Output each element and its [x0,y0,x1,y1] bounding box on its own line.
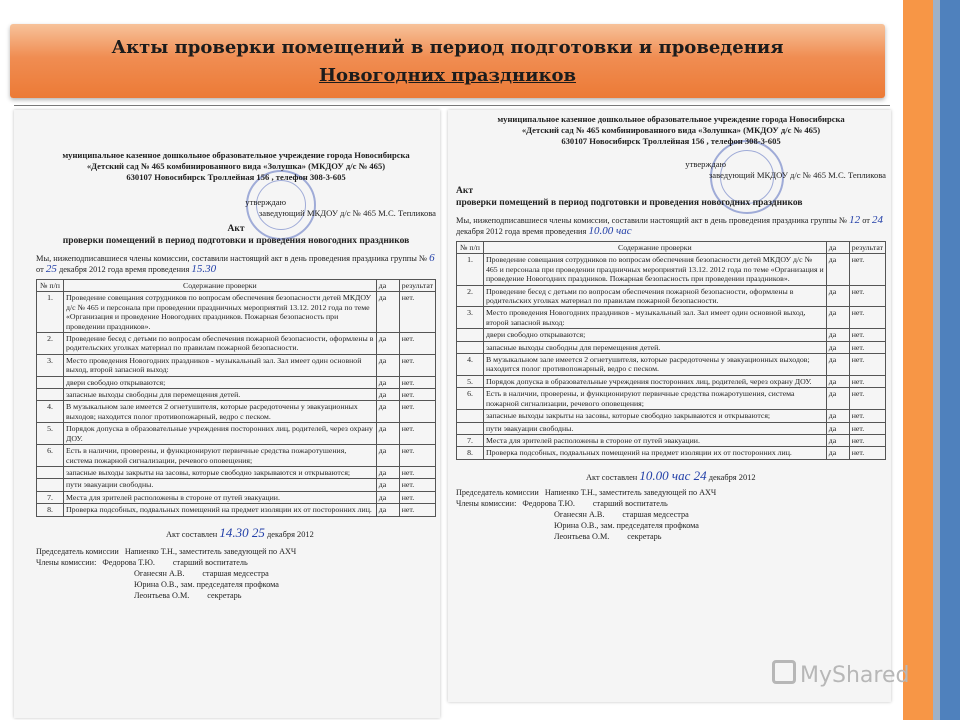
cell-yes: да [826,388,849,410]
table-row [457,307,886,329]
table-row [457,341,886,353]
table-row [37,491,436,503]
cell-n: 1. [37,292,64,333]
cell-text: запасные выходы свободны для перемещения детей. [64,389,377,401]
right-document-scan [448,110,891,702]
left-act-title: Акт проверки помещений в период подготовки и проведения новогодних праздников [62,224,410,246]
cell-n [457,410,484,422]
table-row [37,479,436,491]
commission-member: Федорова Т.Ю. старший воспитатель [522,498,668,508]
commission-member: Леонтьева О.М. секретарь [134,590,242,600]
cell-res: нет. [849,434,885,446]
cell-n: 2. [457,285,484,307]
cell-yes: да [826,341,849,353]
left-commission: Председатель комиссии Напиенко Т.Н., заместитель заведующей по АХЧ Члены комиссии: Федорова Т.Ю. старший воспитатель Оганесян А.В. старшая медсестра Юрина О.В., зам. председателя профкома Леонтьева О.М. секретарь [36,546,436,601]
right-intro: Мы, нижеподписавшиеся члены комиссии, составили настоящий акт в день проведения праздника группы № 12 от 24 декабря 2012 года время проведения 10.00 час [456,214,884,237]
cell-yes: да [826,434,849,446]
left-time: 15.30 [191,263,217,275]
left-org-header: муниципальное казенное дошкольное образовательное учреждение города Новосибирска «Детский сад № 465 комбинированного вида «Золушка» (МКДОУ д/с № 465) 630107 Новосибирск Троллейная 156 , телефон 308-3-605 [62,150,410,182]
cell-n: 7. [37,491,64,503]
cell-text: двери свободно открываются; [484,329,827,341]
cell-n: 2. [37,333,64,355]
cell-n: 5. [37,423,64,445]
right-approval: утверждаю заведующий МКДОУ д/с № 465 М.С. Тепликова [685,159,886,180]
cell-n: 4. [457,354,484,376]
table-header-row: № п/п Содержание проверки да результат [37,280,436,292]
right-date-day: 24 [872,214,884,226]
cell-text: В музыкальном зале имеется 2 огнетушителя, которые расредоточены у эвакуационных выходов; находится полог противопожарный, ведро с песком. [484,354,827,376]
cell-res: нет. [849,341,885,353]
cell-n [37,466,64,478]
slide-title-line2: Новогодних праздников [318,65,577,86]
cell-res: нет. [849,354,885,376]
cell-res: нет. [399,466,435,478]
table-row [37,445,436,467]
cell-n: 6. [37,445,64,467]
left-doc-body [36,150,436,601]
slide-title-line1: Акты проверки помещений в период подготовки и проведения [111,37,784,58]
cell-res: нет. [399,423,435,445]
cell-yes: да [826,254,849,285]
cell-n [457,422,484,434]
cell-yes: да [826,285,849,307]
cell-text: Проверка подсобных, подвальных помещений на предмет изоляции их от посторонних лиц. [484,447,827,459]
cell-res: нет. [399,479,435,491]
left-group-number: 6 [429,252,435,264]
cell-n [457,341,484,353]
commission-member: Леонтьева О.М. секретарь [554,531,662,541]
table-row [457,254,886,285]
cell-n: 7. [457,434,484,446]
table-row [457,434,886,446]
table-row [457,388,886,410]
cell-text: двери свободно открываются; [64,376,377,388]
commission-member: Оганесян А.В. старшая медсестра [134,568,269,578]
table-row [457,447,886,459]
cell-res: нет. [399,504,435,516]
table-row [37,376,436,388]
table-row [457,410,886,422]
cell-text: Проведение совещания сотрудников по вопросам обеспечения безопасности детей МКДОУ д/с № 465 и персонала при проведении праздничных мероприятий 13.12. 2012 года по теме «Организация и проведение Новогодних праздников. Пожарная безопасность при проведении праздников». [64,292,377,333]
cell-res: нет. [399,491,435,503]
cell-res: нет. [849,254,885,285]
table-row [37,466,436,478]
accent-stripe-gray [933,0,940,720]
commission-member: Юрина О.В., зам. председателя профкома [554,520,699,530]
cell-res: нет. [849,329,885,341]
cell-res: нет. [849,388,885,410]
cell-text: запасные выходы закрыты на засовы, которые свободно закрываются и открываются; [64,466,377,478]
table-row [37,504,436,516]
cell-text: Есть в наличии, проверены, и функционируют первичные средства пожаротушения, система пожарной сигнализации, речевого оповещения; [64,445,377,467]
cell-yes: да [826,354,849,376]
table-row [37,333,436,355]
cell-text: Проведение бесед с детьми по вопросам обеспечения пожарной безопасности, оформлены в родительских уголках материал по правилам пожарной безопасности. [484,285,827,307]
cell-yes: да [826,422,849,434]
cell-res: нет. [399,401,435,423]
table-row [457,329,886,341]
cell-n [457,329,484,341]
cell-yes: да [376,445,399,467]
commission-member: Федорова Т.Ю. старший воспитатель [102,557,248,567]
cell-yes: да [376,491,399,503]
left-approval: утверждаю заведующий МКДОУ д/с № 465 М.С. Тепликова [245,197,436,218]
cell-text: Места для зрителей расположены в стороне от путей эвакуации. [64,491,377,503]
cell-yes: да [376,292,399,333]
cell-text: запасные выходы закрыты на засовы, которые свободно закрываются и открываются; [484,410,827,422]
right-group-number: 12 [849,214,861,226]
cell-text: Проведение бесед с детьми по вопросам обеспечения пожарной безопасности, оформлены в родительских уголках материал по правилам пожарной безопасности. [64,333,377,355]
right-doc-body [456,114,886,542]
right-time: 10.00 час [588,225,632,237]
cell-yes: да [376,479,399,491]
cell-n: 3. [457,307,484,329]
right-compiled-line: Акт составлен 10.00 час 24 декабря 2012 [586,467,756,483]
cell-n: 4. [37,401,64,423]
right-checklist-table [456,241,886,460]
cell-text: пути эвакуации свободны. [64,479,377,491]
table-row [37,423,436,445]
table-row [457,354,886,376]
cell-yes: да [826,375,849,387]
slide-title [10,24,885,98]
left-intro: Мы, нижеподписавшиеся члены комиссии, составили настоящий акт в день проведения праздника группы № 6 от 25 декабря 2012 года время проведения 15.30 [36,252,435,275]
table-row [457,375,886,387]
cell-res: нет. [849,422,885,434]
cell-text: Порядок допуска в образовательные учреждения посторонних лиц, родителей, через охрану ДОУ. [484,375,827,387]
right-commission: Председатель комиссии Напиенко Т.Н., заместитель заведующей по АХЧ Члены комиссии: Федорова Т.Ю. старший воспитатель Оганесян А.В. старшая медсестра Юрина О.В., зам. председателя профкома Леонтьева О.М. секретарь [456,487,886,542]
cell-yes: да [376,354,399,376]
cell-text: Есть в наличии, проверены, и функционируют первичные средства пожаротушения, система пожарной сигнализации, речевого оповещения; [484,388,827,410]
cell-text: Порядок допуска в образовательные учреждения посторонних лиц, родителей, через охрану ДОУ. [64,423,377,445]
cell-res: нет. [849,307,885,329]
accent-stripe-blue [940,0,960,720]
cell-yes: да [376,389,399,401]
cell-text: пути эвакуации свободны. [484,422,827,434]
cell-res: нет. [849,447,885,459]
cell-res: нет. [399,333,435,355]
cell-n: 3. [37,354,64,376]
left-date-day: 25 [45,263,57,275]
left-checklist-table [36,279,436,517]
cell-res: нет. [399,376,435,388]
cell-yes: да [826,329,849,341]
cell-yes: да [376,376,399,388]
cell-n: 1. [457,254,484,285]
cell-yes: да [826,447,849,459]
table-row [457,422,886,434]
title-divider [14,105,890,106]
cell-n [37,376,64,388]
cell-text: Места для зрителей расположены в стороне от путей эвакуации. [484,434,827,446]
right-act-title: Акт проверки помещений в период подготовки и проведения новогодних праздников [456,186,803,208]
myshared-logo-icon [772,660,796,684]
cell-res: нет. [849,375,885,387]
cell-res: нет. [399,354,435,376]
cell-res: нет. [399,292,435,333]
cell-yes: да [376,466,399,478]
table-row [37,292,436,333]
cell-n: 6. [457,388,484,410]
cell-yes: да [826,410,849,422]
cell-n: 5. [457,375,484,387]
commission-member: Юрина О.В., зам. председателя профкома [134,579,279,589]
cell-n [37,479,64,491]
table-row [37,354,436,376]
cell-text: Место проведения Новогодних праздников - музыкальный зал. Зал имеет один основной выход, второй запасной выход: [64,354,377,376]
cell-text: Проведение совещания сотрудников по вопросам обеспечения безопасности детей МКДОУ д/с № 465 и персонала при проведении праздничных мероприятий 13.12. 2012 года по теме «Организация и проведение Новогодних праздников. Пожарная безопасность при проведении праздников». [484,254,827,285]
left-compiled-line: Акт составлен 14.30 25 декабря 2012 [166,524,314,540]
cell-yes: да [376,504,399,516]
left-document-scan [14,110,440,718]
cell-res: нет. [849,285,885,307]
cell-n: 8. [37,504,64,516]
cell-text: Место проведения Новогодних праздников - музыкальный зал. Зал имеет один основной выход, второй запасной выход: [484,307,827,329]
cell-res: нет. [849,410,885,422]
cell-n: 8. [457,447,484,459]
table-row [457,285,886,307]
table-row [37,389,436,401]
commission-member: Оганесян А.В. старшая медсестра [554,509,689,519]
cell-text: Проверка подсобных, подвальных помещений на предмет изоляции их от посторонних лиц. [64,504,377,516]
accent-stripe-orange [903,0,933,720]
cell-yes: да [826,307,849,329]
table-row [37,401,436,423]
cell-text: В музыкальном зале имеется 2 огнетушителя, которые расредоточены у эвакуационных выходов; находится полог противопожарный, ведро с песком. [64,401,377,423]
cell-n [37,389,64,401]
cell-text: запасные выходы свободны для перемещения детей. [484,341,827,353]
right-org-header: муниципальное казенное дошкольное образовательное учреждение города Новосибирска «Детский сад № 465 комбинированного вида «Золушка» (МКДОУ д/с № 465) 630107 Новосибирск Троллейная 156 , телефон 308-3-605 [497,114,845,146]
cell-yes: да [376,423,399,445]
myshared-watermark: MyShared [772,660,922,688]
table-header-row: № п/п Содержание проверки да результат [457,242,886,254]
cell-yes: да [376,333,399,355]
cell-yes: да [376,401,399,423]
cell-res: нет. [399,445,435,467]
cell-res: нет. [399,389,435,401]
